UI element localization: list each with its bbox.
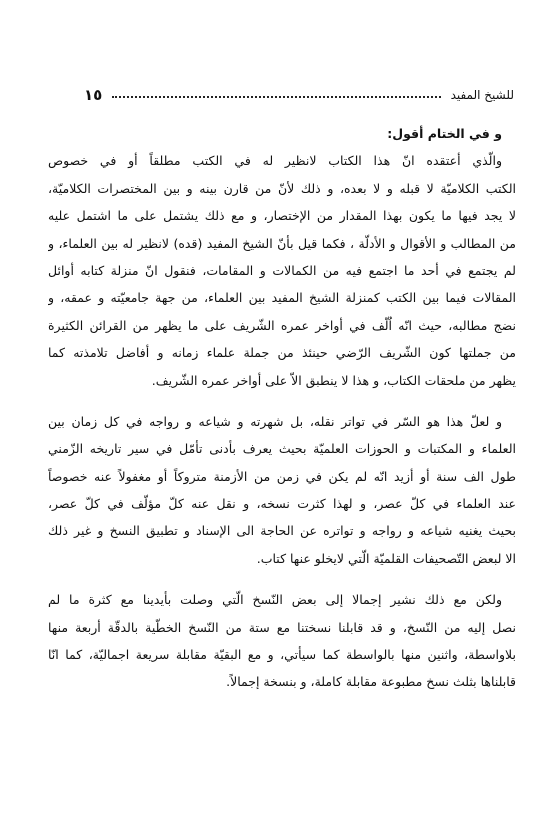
text-line: نضج مطالبه، حيث انّه اُلّف في أواخر عمره الشّريف على ما يظهر من القرائن الكثيرة [48,317,516,333]
paragraph-book-uniqueness [48,147,516,394]
text-line: لم يجتمع في أحد ما اجتمع فيه من الكمالات و المقامات، فنقول انّ منزلة كتابه أوائل [48,262,516,278]
text-line: بلاواسطة، واثنين منها بالواسطة كما سيأتي، و مع البقيّة مقابلة سريعة اجماليّة، كما انّا [48,647,516,663]
running-title: للشيخ المفيد [450,88,514,102]
paragraph-manuscripts [48,586,516,696]
page-number: ١٥ [84,86,103,104]
text-line: من جملتها كون الشّريف الرّضي حينئذ من جملة علماء زمانه و أفاضل تلامذته كما [48,345,516,361]
paragraph-transmission [48,408,516,572]
dot-leader [112,96,440,98]
text-line: من المطالب و الأقوال و الأدلّة ، فكما قيل بأنّ الشيخ المفيد (قده) لانظير له بين العلماء، و [48,235,516,251]
text-line: ولكن مع ذلك نشير إجمالا إلى بعض النّسخ الّتي وصلت بأيدينا مع كثرة ما لم [48,592,502,608]
paragraph-gap [48,572,516,586]
text-line: و لعلّ هذا هو السّر في تواتر نقله، بل شهرته و شياعه و رواجه في كل زمان بين [48,413,502,429]
running-head [84,84,514,106]
text-line: لا يجد فيها ما يكون بهذا المقدار من الإختصار، و مع ذلك يشتمل على ما اشتمل عليه [48,208,516,224]
text-line: عند العلماء في كلّ عصر، و لهذا كثرت نسخه، و نقل عنه كلّ مؤلّف في كلّ عصر، [48,496,516,512]
text-line: بحيث يغنيه شياعه و رواجه و تواتره عن الحاجة الى الإسناد و تطبيق النسخ و غير ذلك [48,523,516,539]
text-line: الكتب الكلاميّة لا قبله و لا بعده، و ذلك لأنّ من قارن بينه و بين المختصرات الكلاميّة، [48,180,516,196]
text-line: يظهر من ملحقات الكتاب، و هذا لا ينطبق الاّ على أواخر عمره الشّريف. [151,372,516,388]
text-line: والّذي أعتقده انّ هذا الكتاب لانظير له في الكتب مطلقاً أو في خصوص [48,153,502,169]
text-line: الا لبعض التّصحيفات القلميّة الّتي لايخلو عنها كتاب. [256,550,516,566]
text-line: طول الف سنة أو أزيد انّه لم يكن في زمن من الأزمنة متروكاً أو مغفولاً عنه خصوصاً [48,468,516,484]
text-line: و في الختام أقول: [387,126,502,141]
text-line: نصل إليه من النّسخ، و قد قابلنا نسختنا مع ستة من النّسخ الخطّية بالدقّة أربعة منها [48,619,516,635]
paragraph-gap [48,394,516,408]
text-line: العلماء و المكتبات و الحوزات العلميّة بحيث يعرف بأدنى تأمّل في سير تاريخه الزّمني [48,441,516,457]
text-line: المقالات فيما بين الكتب كمنزلة الشيخ المفيد بين العلماء، من جهة جامعيّته و عمقه، و [48,290,516,306]
paragraph-closing-heading [48,120,516,147]
text-line: قابلناها بثلث نسخ مطبوعة مقابلة كاملة، و بنسخة إجمالاً. [226,674,516,690]
body-text [48,120,516,696]
